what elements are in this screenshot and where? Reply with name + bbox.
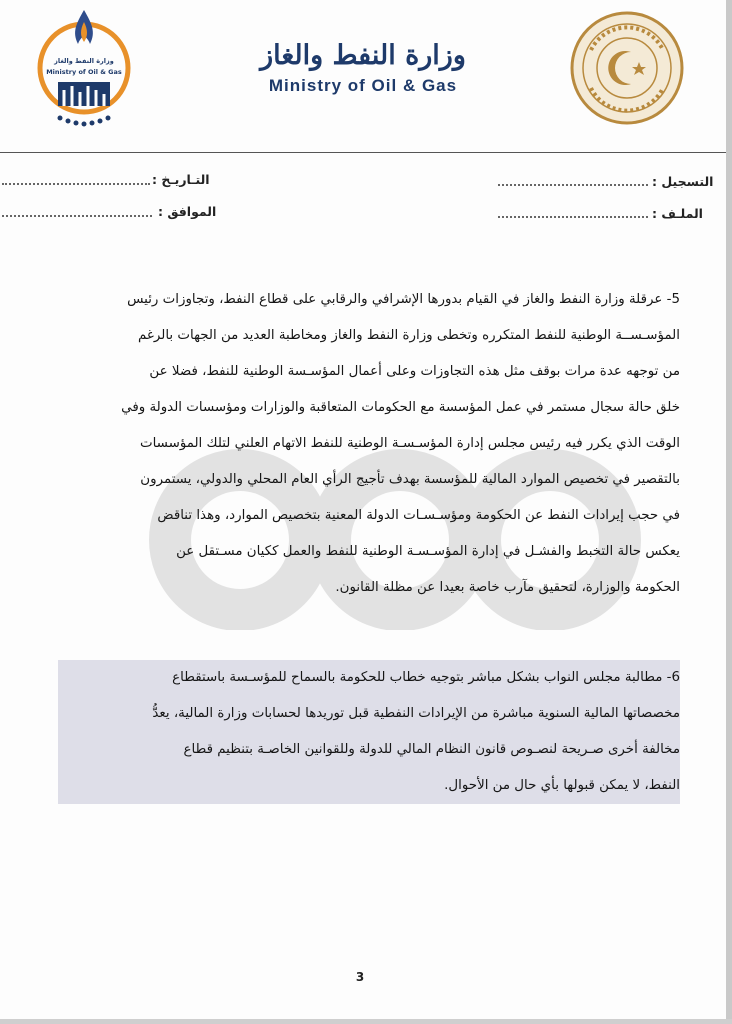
paragraph-line: النفط، لا يمكن قبولها بأي حال من الأحوال. bbox=[58, 768, 680, 804]
file-dots bbox=[498, 216, 648, 218]
paragraph-line: الحكومة والوزارة، لتحقيق مآرب خاصة بعيدا عن مظلة القانون. bbox=[335, 580, 680, 595]
paragraph-line: بالتقصير في تخصيص الموارد المالية للمؤسسة بهدف تأجيج الرأي العام المحلي والدولي، يستمرون bbox=[140, 472, 680, 487]
ministry-oil-gas-logo bbox=[28, 0, 140, 128]
state-seal-icon bbox=[569, 10, 685, 126]
svg-text:وزارة النفط والغاز: وزارة النفط والغاز bbox=[54, 57, 114, 65]
page-bottom-shadow bbox=[0, 1019, 732, 1024]
paragraph-5 bbox=[58, 282, 680, 606]
ministry-title-ar: وزارة النفط والغاز bbox=[260, 40, 466, 71]
paragraph-line: الوقت الذي يكرر فيه رئيس مجلس إدارة المؤسـسـة الوطنية للنفط الاتهام العلني لتلك المؤسسات bbox=[139, 436, 680, 451]
registration-dots bbox=[498, 184, 648, 186]
corresponding-dots bbox=[2, 215, 152, 217]
registration-label: التسجيل : bbox=[652, 174, 714, 189]
paragraph-6 bbox=[58, 660, 680, 804]
page-edge-shadow bbox=[726, 0, 732, 1024]
paragraph-line: خلق حالة سجال مستمر في عمل المؤسسة مع الحكومات المتعاقبة والوزارات ومؤسسات الدولة وفي bbox=[121, 400, 680, 415]
paragraph-line: مخالفة أخرى صـريحة لنصـوص قانون النظام المالي للدولة وللقوانين الخاصـة بتنظيم قطاع bbox=[58, 732, 680, 768]
paragraph-line: 6- مطالبة مجلس النواب بشكل مباشر بتوجيه خطاب للحكومة بالسماح للمؤسـسة باستقطاع bbox=[58, 660, 680, 696]
date-label: التـاريـخ : bbox=[152, 172, 210, 187]
paragraph-line: مخصصاتها المالية السنوية مباشرة من الإيرادات النفطية قبل توريدها لحسابات وزارة المالية، يعدُّ bbox=[58, 696, 680, 732]
paragraph-line: 5- عرقلة وزارة النفط والغاز في القيام بدورها الإشرافي والرقابي على قطاع النفط، وتجاوزات رئيس bbox=[127, 292, 680, 307]
ministry-title-en: Ministry of Oil & Gas bbox=[268, 76, 458, 95]
paragraph-line: يعكس حالة التخبط والفشـل في إدارة المؤسـسـة الوطنية للنفط والعمل ككيان مسـتقل عن bbox=[176, 544, 680, 559]
date-dots bbox=[2, 183, 150, 185]
header-divider bbox=[0, 152, 726, 153]
paragraph-line: في حجب إيرادات النفط عن الحكومة ومؤسـسـات الدولة المعنية بتخصيص الموارد، وهذا تناقض bbox=[157, 508, 680, 523]
svg-text:Ministry of Oil & Gas: Ministry of Oil & Gas bbox=[46, 68, 122, 76]
file-label: الملـف : bbox=[652, 206, 703, 221]
paragraph-line: من توجهه عدة مرات بوقف مثل هذه التجاوزات وعلى أعمال المؤسـسة الوطنية للنفط، فضلا عن bbox=[149, 364, 680, 379]
corresponding-label: الموافق : bbox=[158, 204, 217, 219]
paragraph-line: المؤسـســة الوطنية للنفط المتكرره وتخطى وزارة النفط والغاز ومخاطبة العديد من الجهات بالرغم bbox=[137, 328, 680, 343]
page-number: 3 bbox=[355, 970, 365, 984]
